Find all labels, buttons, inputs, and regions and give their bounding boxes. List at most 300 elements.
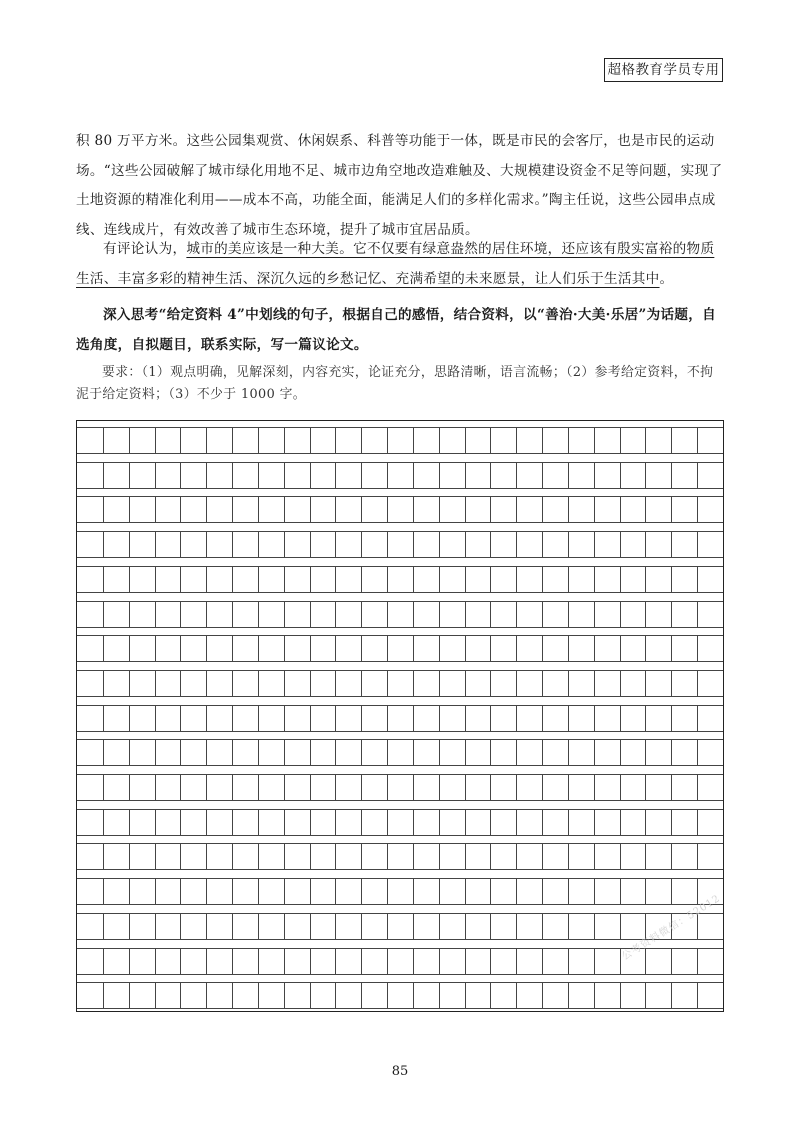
grid-cell-divider (284, 601, 285, 628)
grid-cell-divider (516, 809, 517, 836)
grid-cell-divider (413, 601, 414, 628)
grid-cell-divider (542, 809, 543, 836)
grid-cell-divider (335, 531, 336, 558)
grid-row[interactable] (77, 566, 723, 593)
grid-cell-divider (129, 566, 130, 593)
grid-cell-divider (335, 670, 336, 697)
grid-cell-divider (439, 601, 440, 628)
grid-cell-divider (335, 913, 336, 940)
grid-cell-divider (439, 670, 440, 697)
material-paragraph-2 (76, 235, 724, 294)
grid-cell-divider (413, 982, 414, 1009)
grid-cell-divider (310, 462, 311, 489)
grid-cell-divider (542, 948, 543, 975)
grid-cell-divider (542, 635, 543, 662)
grid-cell-divider (284, 913, 285, 940)
grid-cell-divider (568, 913, 569, 940)
grid-cell-divider (155, 601, 156, 628)
grid-cell-divider (387, 427, 388, 454)
grid-cell-divider (155, 774, 156, 801)
grid-cell-divider (490, 774, 491, 801)
grid-cell-divider (129, 531, 130, 558)
grid-cell-divider (671, 496, 672, 523)
grid-cell-divider (258, 566, 259, 593)
grid-cell-divider (697, 462, 698, 489)
grid-cell-divider (490, 635, 491, 662)
material-paragraph-1: 积 80 万平方米。这些公园集观赏、休闲娱系、科普等功能于一体，既是市民的会客厅，也是市民的运动场。“这些公园破解了城市绿化用地不足、城市边角空地改造难触及、大规模建设资金不足等问题，实现了土地资源的精准化利用——成本不高，功能全面，能满足人们的多样化需求。”陶主任说，这些公园串点成线、连线成片，有效改善了城市生态环境，提升了城市宜居品质。 (76, 133, 723, 238)
grid-cell-divider (206, 982, 207, 1009)
grid-cell-divider (361, 635, 362, 662)
grid-cell-divider (206, 427, 207, 454)
grid-cell-divider (335, 843, 336, 870)
grid-cell-divider (387, 809, 388, 836)
grid-cell-divider (103, 635, 104, 662)
grid-cell-divider (387, 496, 388, 523)
grid-cell-divider (645, 878, 646, 905)
grid-cell-divider (697, 601, 698, 628)
grid-cell-divider (310, 427, 311, 454)
grid-cell-divider (232, 635, 233, 662)
grid-row[interactable] (77, 462, 723, 489)
grid-cell-divider (387, 948, 388, 975)
grid-cell-divider (180, 496, 181, 523)
grid-cell-divider (542, 878, 543, 905)
grid-cell-divider (155, 878, 156, 905)
grid-cell-divider (645, 531, 646, 558)
grid-cell-divider (594, 948, 595, 975)
grid-cell-divider (620, 462, 621, 489)
answer-grid[interactable] (76, 420, 724, 1012)
grid-cell-divider (232, 601, 233, 628)
grid-cell-divider (206, 809, 207, 836)
grid-cell-divider (645, 809, 646, 836)
grid-cell-divider (335, 982, 336, 1009)
grid-cell-divider (361, 913, 362, 940)
grid-cell-divider (310, 809, 311, 836)
grid-row[interactable] (77, 427, 723, 454)
grid-cell-divider (258, 601, 259, 628)
grid-cell-divider (361, 531, 362, 558)
grid-cell-divider (103, 496, 104, 523)
grid-cell-divider (361, 601, 362, 628)
grid-cell-divider (516, 670, 517, 697)
grid-cell-divider (180, 982, 181, 1009)
grid-cell-divider (232, 913, 233, 940)
grid-cell-divider (645, 843, 646, 870)
grid-cell-divider (258, 496, 259, 523)
grid-cell-divider (620, 843, 621, 870)
grid-cell-divider (568, 601, 569, 628)
grid-cell-divider (206, 705, 207, 732)
grid-cell-divider (206, 878, 207, 905)
grid-cell-divider (671, 462, 672, 489)
grid-cell-divider (361, 496, 362, 523)
grid-cell-divider (645, 566, 646, 593)
grid-cell-divider (542, 566, 543, 593)
grid-cell-divider (594, 601, 595, 628)
grid-cell-divider (671, 878, 672, 905)
grid-cell-divider (206, 601, 207, 628)
grid-cell-divider (413, 496, 414, 523)
grid-cell-divider (465, 462, 466, 489)
grid-cell-divider (103, 705, 104, 732)
grid-row[interactable] (77, 878, 723, 905)
grid-cell-divider (155, 427, 156, 454)
grid-cell-divider (258, 739, 259, 766)
grid-cell-divider (258, 948, 259, 975)
essay-requirements: 要求：（1）观点明确，见解深刻，内容充实，论证充分，思路清晰，语言流畅；（2）参考给定资料，不拘泥于给定资料；（3）不少于 1000 字。 (76, 365, 714, 402)
grid-cell-divider (310, 982, 311, 1009)
grid-cell-divider (465, 705, 466, 732)
grid-cell-divider (620, 913, 621, 940)
grid-cell-divider (465, 809, 466, 836)
grid-cell-divider (594, 739, 595, 766)
grid-cell-divider (103, 774, 104, 801)
grid-cell-divider (594, 774, 595, 801)
grid-cell-divider (284, 496, 285, 523)
grid-cell-divider (516, 601, 517, 628)
grid-cell-divider (465, 566, 466, 593)
grid-cell-divider (594, 982, 595, 1009)
grid-cell-divider (387, 531, 388, 558)
grid-cell-divider (568, 496, 569, 523)
grid-cell-divider (542, 427, 543, 454)
grid-cell-divider (439, 982, 440, 1009)
grid-cell-divider (335, 774, 336, 801)
grid-cell-divider (103, 878, 104, 905)
grid-cell-divider (620, 982, 621, 1009)
grid-cell-divider (413, 462, 414, 489)
grid-cell-divider (335, 635, 336, 662)
grid-cell-divider (103, 843, 104, 870)
grid-cell-divider (620, 705, 621, 732)
grid-cell-divider (439, 878, 440, 905)
grid-cell-divider (232, 843, 233, 870)
grid-cell-divider (620, 496, 621, 523)
grid-cell-divider (258, 843, 259, 870)
grid-cell-divider (620, 427, 621, 454)
grid-cell-divider (284, 462, 285, 489)
grid-cell-divider (284, 982, 285, 1009)
grid-cell-divider (568, 670, 569, 697)
grid-cell-divider (620, 635, 621, 662)
grid-row[interactable] (77, 601, 723, 628)
grid-cell-divider (180, 948, 181, 975)
grid-cell-divider (103, 427, 104, 454)
grid-cell-divider (542, 601, 543, 628)
grid-cell-divider (180, 913, 181, 940)
grid-cell-divider (206, 948, 207, 975)
grid-cell-divider (465, 601, 466, 628)
grid-cell-divider (620, 774, 621, 801)
grid-cell-divider (361, 462, 362, 489)
grid-cell-divider (310, 566, 311, 593)
grid-cell-divider (697, 705, 698, 732)
grid-cell-divider (697, 739, 698, 766)
grid-cell-divider (568, 843, 569, 870)
grid-cell-divider (645, 496, 646, 523)
grid-cell-divider (361, 948, 362, 975)
grid-cell-divider (129, 913, 130, 940)
grid-cell-divider (465, 878, 466, 905)
grid-cell-divider (413, 670, 414, 697)
grid-cell-divider (413, 531, 414, 558)
grid-cell-divider (413, 427, 414, 454)
grid-cell-divider (206, 635, 207, 662)
grid-cell-divider (465, 774, 466, 801)
grid-cell-divider (542, 739, 543, 766)
grid-cell-divider (516, 531, 517, 558)
grid-cell-divider (413, 566, 414, 593)
grid-cell-divider (413, 878, 414, 905)
grid-cell-divider (206, 913, 207, 940)
grid-cell-divider (103, 531, 104, 558)
grid-cell-divider (284, 878, 285, 905)
grid-cell-divider (439, 739, 440, 766)
grid-cell-divider (284, 809, 285, 836)
grid-cell-divider (697, 531, 698, 558)
grid-cell-divider (387, 913, 388, 940)
grid-cell-divider (516, 635, 517, 662)
grid-cell-divider (671, 531, 672, 558)
grid-cell-divider (465, 427, 466, 454)
grid-cell-divider (516, 566, 517, 593)
grid-cell-divider (490, 982, 491, 1009)
grid-cell-divider (594, 566, 595, 593)
essay-prompt: 深入思考“给定资料 4”中划线的句子，根据自己的感悟，结合资料，以“善治·大美·乐居”为话题，自选角度，自拟题目，联系实际，写一篇议论文。 (76, 307, 717, 353)
grid-cell-divider (568, 739, 569, 766)
grid-cell-divider (335, 809, 336, 836)
grid-cell-divider (620, 601, 621, 628)
grid-cell-divider (129, 601, 130, 628)
grid-cell-divider (645, 427, 646, 454)
grid-cell-divider (413, 843, 414, 870)
grid-row[interactable] (77, 809, 723, 836)
grid-cell-divider (103, 982, 104, 1009)
grid-cell-divider (387, 670, 388, 697)
grid-cell-divider (645, 739, 646, 766)
grid-cell-divider (232, 982, 233, 1009)
grid-cell-divider (439, 774, 440, 801)
watermark-text: 公考资料微信：52012 (620, 893, 723, 963)
page-number: 85 (391, 1064, 409, 1079)
grid-cell-divider (129, 774, 130, 801)
grid-cell-divider (129, 496, 130, 523)
grid-cell-divider (387, 462, 388, 489)
grid-cell-divider (310, 705, 311, 732)
grid-cell-divider (671, 670, 672, 697)
grid-cell-divider (103, 566, 104, 593)
grid-cell-divider (439, 843, 440, 870)
grid-cell-divider (155, 843, 156, 870)
grid-cell-divider (439, 705, 440, 732)
grid-cell-divider (413, 705, 414, 732)
p2-lead: 有评论认为， (103, 241, 187, 257)
grid-cell-divider (568, 878, 569, 905)
grid-cell-divider (568, 982, 569, 1009)
grid-cell-divider (568, 531, 569, 558)
grid-cell-divider (671, 601, 672, 628)
grid-cell-divider (439, 948, 440, 975)
grid-row[interactable] (77, 739, 723, 766)
grid-cell-divider (465, 739, 466, 766)
grid-cell-divider (516, 843, 517, 870)
grid-cell-divider (180, 843, 181, 870)
grid-cell-divider (516, 948, 517, 975)
grid-cell-divider (671, 427, 672, 454)
grid-row[interactable] (77, 670, 723, 697)
grid-cell-divider (284, 843, 285, 870)
grid-cell-divider (335, 948, 336, 975)
grid-cell-divider (129, 670, 130, 697)
grid-row[interactable] (77, 705, 723, 732)
grid-cell-divider (180, 705, 181, 732)
grid-cell-divider (180, 427, 181, 454)
grid-cell-divider (594, 705, 595, 732)
grid-cell-divider (103, 913, 104, 940)
grid-cell-divider (542, 705, 543, 732)
grid-cell-divider (490, 809, 491, 836)
underlined-sentence: 城市的美应该是一种大美。它不仅要有绿意盎然的居住环境，还应该有殷实富裕的物质生活、丰富多彩的精神生活、深沉久远的乡愁记忆、充满希望的未来愿景，让人们乐于生活其中 (76, 241, 715, 287)
grid-cell-divider (361, 566, 362, 593)
grid-row[interactable] (77, 635, 723, 662)
grid-cell-divider (206, 531, 207, 558)
grid-cell-divider (387, 843, 388, 870)
grid-cell-divider (155, 462, 156, 489)
grid-cell-divider (594, 913, 595, 940)
grid-cell-divider (620, 670, 621, 697)
grid-cell-divider (542, 496, 543, 523)
grid-cell-divider (490, 948, 491, 975)
grid-cell-divider (697, 635, 698, 662)
grid-row[interactable] (77, 774, 723, 801)
grid-cell-divider (258, 670, 259, 697)
grid-cell-divider (129, 982, 130, 1009)
grid-cell-divider (310, 774, 311, 801)
grid-cell-divider (155, 566, 156, 593)
grid-cell-divider (671, 739, 672, 766)
grid-row[interactable] (77, 843, 723, 870)
grid-cell-divider (232, 705, 233, 732)
grid-row[interactable] (77, 531, 723, 558)
grid-cell-divider (155, 809, 156, 836)
grid-cell-divider (387, 635, 388, 662)
grid-cell-divider (413, 948, 414, 975)
student-only-badge: 超格教育学员专用 (604, 58, 723, 82)
grid-cell-divider (180, 739, 181, 766)
grid-cell-divider (206, 496, 207, 523)
grid-cell-divider (129, 809, 130, 836)
grid-cell-divider (206, 462, 207, 489)
grid-cell-divider (258, 531, 259, 558)
grid-cell-divider (129, 739, 130, 766)
grid-cell-divider (155, 948, 156, 975)
grid-cell-divider (129, 948, 130, 975)
grid-cell-divider (129, 635, 130, 662)
grid-cell-divider (620, 809, 621, 836)
grid-cell-divider (258, 878, 259, 905)
grid-cell-divider (258, 462, 259, 489)
grid-cell-divider (180, 635, 181, 662)
grid-cell-divider (206, 843, 207, 870)
grid-cell-divider (335, 427, 336, 454)
grid-cell-divider (697, 496, 698, 523)
grid-cell-divider (568, 462, 569, 489)
grid-cell-divider (542, 670, 543, 697)
grid-cell-divider (361, 670, 362, 697)
grid-cell-divider (439, 913, 440, 940)
grid-cell-divider (361, 739, 362, 766)
grid-cell-divider (361, 705, 362, 732)
grid-cell-divider (490, 843, 491, 870)
grid-cell-divider (413, 635, 414, 662)
p2-end: 。 (659, 270, 674, 287)
grid-cell-divider (620, 739, 621, 766)
grid-cell-divider (232, 670, 233, 697)
grid-cell-divider (232, 462, 233, 489)
grid-cell-divider (258, 705, 259, 732)
grid-row[interactable] (77, 982, 723, 1009)
grid-cell-divider (103, 739, 104, 766)
grid-cell-divider (413, 739, 414, 766)
grid-cell-divider (490, 878, 491, 905)
grid-cell-divider (542, 913, 543, 940)
grid-cell-divider (568, 566, 569, 593)
grid-cell-divider (155, 739, 156, 766)
grid-cell-divider (490, 427, 491, 454)
grid-cell-divider (465, 843, 466, 870)
grid-cell-divider (232, 496, 233, 523)
grid-cell-divider (310, 601, 311, 628)
grid-cell-divider (361, 982, 362, 1009)
grid-cell-divider (568, 427, 569, 454)
grid-cell-divider (155, 496, 156, 523)
grid-cell-divider (180, 531, 181, 558)
grid-cell-divider (620, 878, 621, 905)
grid-row[interactable] (77, 496, 723, 523)
grid-cell-divider (490, 462, 491, 489)
grid-cell-divider (335, 601, 336, 628)
grid-cell-divider (180, 601, 181, 628)
grid-cell-divider (490, 913, 491, 940)
grid-cell-divider (465, 670, 466, 697)
grid-cell-divider (310, 496, 311, 523)
grid-cell-divider (155, 531, 156, 558)
grid-cell-divider (516, 878, 517, 905)
grid-cell-divider (335, 878, 336, 905)
grid-cell-divider (594, 878, 595, 905)
grid-cell-divider (645, 774, 646, 801)
grid-cell-divider (413, 809, 414, 836)
grid-row[interactable] (77, 913, 723, 940)
grid-cell-divider (387, 739, 388, 766)
grid-cell-divider (439, 496, 440, 523)
grid-cell-divider (490, 705, 491, 732)
grid-cell-divider (439, 427, 440, 454)
grid-cell-divider (284, 566, 285, 593)
grid-cell-divider (671, 843, 672, 870)
grid-cell-divider (490, 670, 491, 697)
grid-cell-divider (490, 601, 491, 628)
grid-cell-divider (155, 670, 156, 697)
grid-cell-divider (129, 705, 130, 732)
grid-cell-divider (697, 670, 698, 697)
grid-cell-divider (103, 670, 104, 697)
grid-cell-divider (568, 948, 569, 975)
grid-cell-divider (568, 635, 569, 662)
grid-cell-divider (232, 566, 233, 593)
grid-cell-divider (284, 531, 285, 558)
